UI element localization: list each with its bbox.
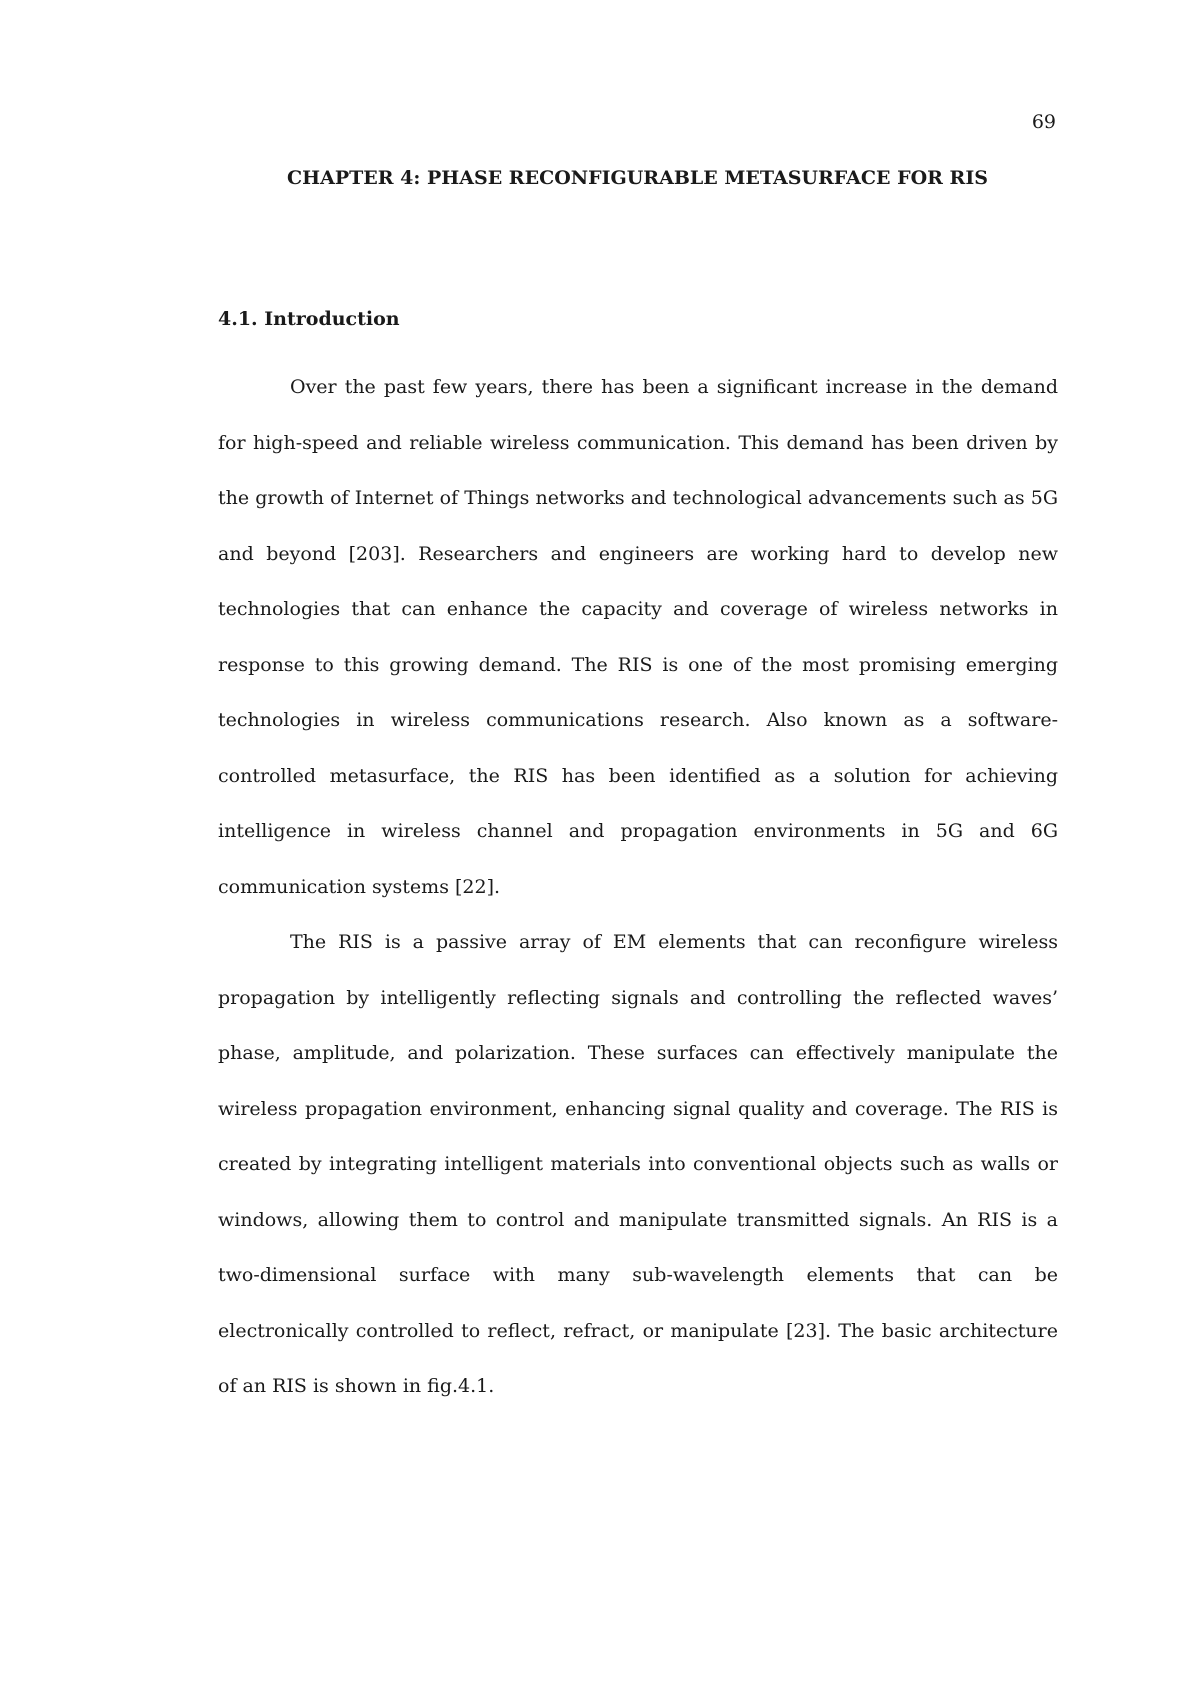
section-heading: 4.1. Introduction [218, 308, 400, 330]
chapter-title: CHAPTER 4: PHASE RECONFIGURABLE METASURFACE FOR RIS [287, 167, 988, 189]
page-number: 69 [1031, 111, 1056, 133]
paragraph-introduction-2: The RIS is a passive array of EM elements that can reconfigure wireless propagation by intelligently reflecting signals and controlling the reflected waves’ phase, amplitude, and polarization. These surfaces can effectively manipulate the wireless propagation environment, enhancing signal quality and coverage. The RIS is created by integrating intelligent materials into conventional objects such as walls or windows, allowing them to control and manipulate transmitted signals. An RIS is a two-dimensional surface with many sub-wavelength elements that can be electronically controlled to reflect, refract, or manipulate [23]. The basic architecture of an RIS is shown in fig.4.1. [218, 931, 1058, 1397]
body-text [218, 360, 1058, 1415]
paragraph-introduction-1: Over the past few years, there has been a significant increase in the demand for high-speed and reliable wireless communication. This demand has been driven by the growth of Internet of Things networks and technological advancements such as 5G and beyond [203]. Researchers and engineers are working hard to develop new technologies that can enhance the capacity and coverage of wireless networks in response to this growing demand. The RIS is one of the most promising emerging technologies in wireless communications research. Also known as a software-controlled metasurface, the RIS has been identified as a solution for achieving intelligence in wireless channel and propagation environments in 5G and 6G communication systems [22]. [218, 376, 1058, 898]
